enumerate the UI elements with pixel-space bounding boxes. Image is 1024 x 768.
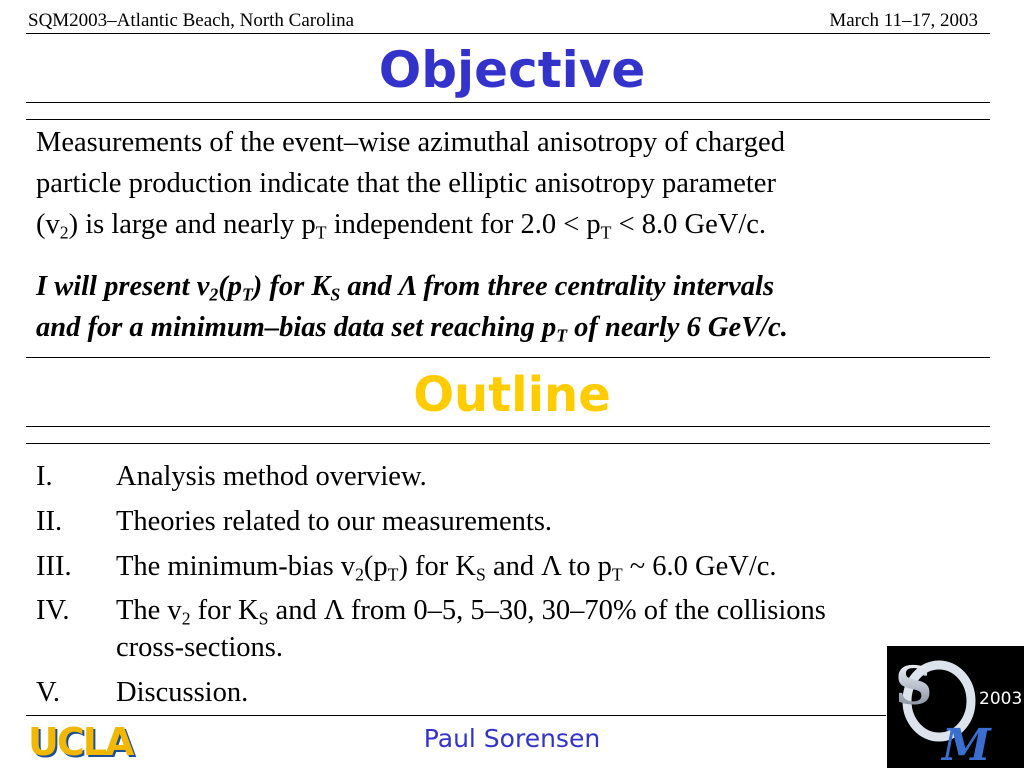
- item-number: V.: [36, 677, 61, 708]
- paragraph-line: $(v_2)$ is large and nearly $p_T$ independent for $2.0 < p_T < 8.0$ GeV/c.: [36, 209, 767, 243]
- item-text: Theories related to our measurements.: [116, 506, 553, 537]
- divider: [26, 357, 990, 358]
- conference-header: SQM2003–Atlantic Beach, North Carolina: [28, 10, 355, 31]
- item-text: Analysis method overview.: [116, 461, 427, 492]
- statement-line: I will present $v_2(p_T)$ for $K_S$ and Λ from three centrality intervals: [36, 271, 775, 305]
- m-letter: M: [942, 720, 991, 768]
- date-header: March 11–17, 2003: [829, 10, 978, 31]
- divider: [26, 426, 990, 427]
- objective-statement: [36, 266, 976, 348]
- paragraph-line: particle production indicate that the elliptic anisotropy parameter: [36, 168, 776, 199]
- paragraph-line: Measurements of the event–wise azimuthal anisotropy of charged: [36, 127, 785, 158]
- ucla-logo: UCLA: [28, 720, 133, 764]
- divider: [26, 715, 886, 716]
- item-text: Discussion.: [116, 677, 249, 708]
- item-number: III.: [36, 551, 72, 582]
- objective-paragraph: [36, 122, 976, 245]
- author-name: Paul Sorensen: [423, 724, 601, 753]
- divider: [26, 119, 990, 120]
- sqm2003-logo: [887, 646, 1024, 768]
- outline-title: Outline: [413, 367, 611, 423]
- year-label: 2003: [979, 689, 1023, 709]
- objective-title: Objective: [378, 41, 646, 99]
- item-number: IV.: [36, 595, 70, 626]
- divider: [26, 33, 990, 34]
- statement-line: and for a minimum–bias data set reaching $p_T$ of nearly 6 GeV/c.: [36, 312, 788, 346]
- s-letter: S: [895, 656, 933, 717]
- item-number: I.: [36, 461, 53, 492]
- item-text: The $v_2$ for $K_S$ and Λ from 0–5, 5–30, 30–70% of the collisions cross-sections.: [116, 595, 826, 663]
- item-text: The minimum-bias $v_2(p_T)$ for $K_S$ and Λ to $p_T$ ~ 6.0 GeV/c.: [116, 551, 777, 585]
- divider: [26, 102, 990, 103]
- item-number: II.: [36, 506, 63, 537]
- sqm-logo-graphic: [887, 646, 1024, 768]
- divider: [26, 443, 990, 444]
